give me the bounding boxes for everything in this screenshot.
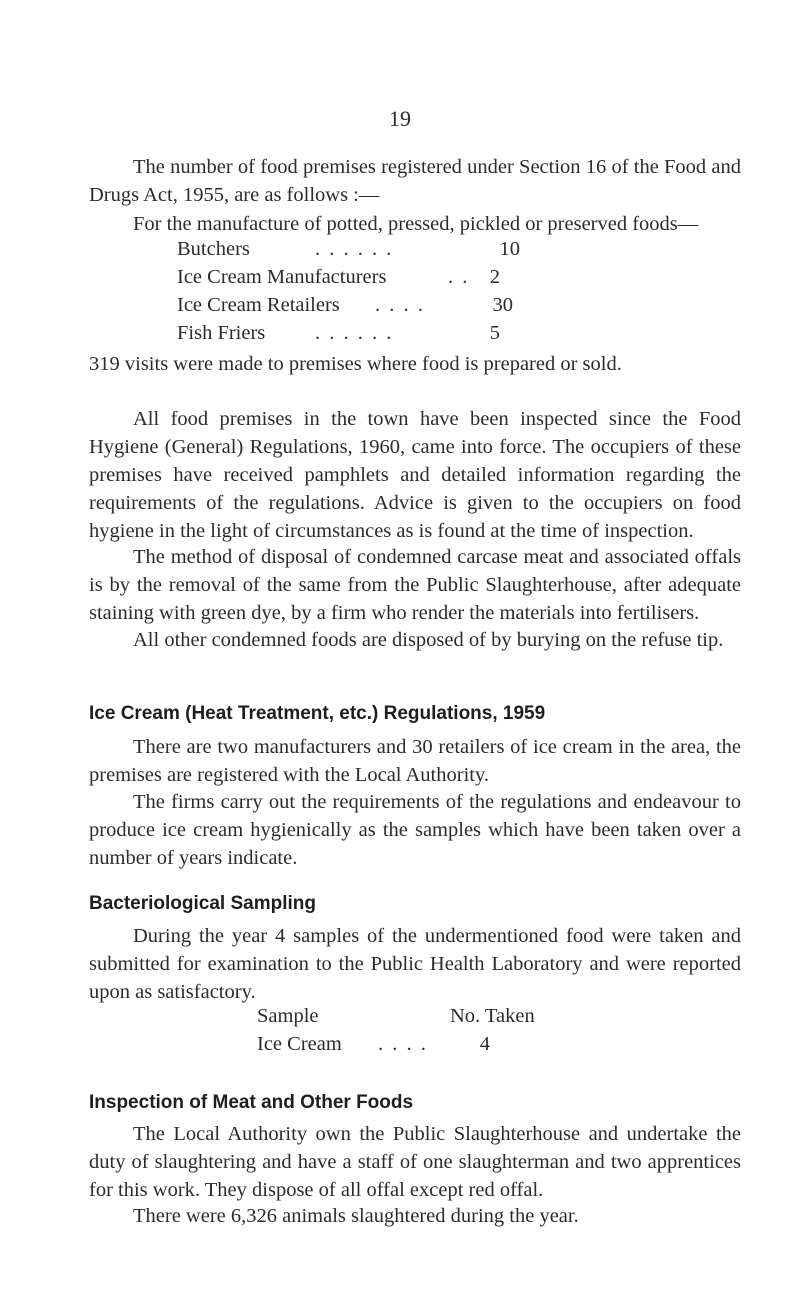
list-item xyxy=(0,294,800,322)
meat-inspection-heading: Inspection of Meat and Other Foods xyxy=(89,1092,414,1113)
table-cell-dots: . . . . xyxy=(378,1033,428,1055)
list-item-dots: . . . . . . xyxy=(315,322,394,344)
ice-cream-paragraph-1: There are two manufacturers and 30 retailers of ice cream in the area, the premises are registered with the Local Authority. xyxy=(89,736,741,786)
list-item-label: Ice Cream Retailers xyxy=(177,294,340,316)
visits-paragraph: 319 visits were made to premises where food is prepared or sold. xyxy=(89,353,622,375)
list-item-value: 2 xyxy=(489,266,500,288)
list-item-label: Ice Cream Manufacturers xyxy=(177,266,387,288)
list-item-value: 10 xyxy=(499,238,520,260)
list-item-dots: . . . . xyxy=(375,294,425,316)
list-item-dots: . . xyxy=(448,266,470,288)
disposal-paragraph: The method of disposal of condemned carcase meat and associated offals is by the removal of the same from the Public Slaughterhouse, after adequate staining with green dye, by a firm who render the materials into fertilisers. xyxy=(89,546,741,624)
list-item-label: Butchers xyxy=(177,238,250,260)
intro-paragraph: The number of food premises registered under Section 16 of the Food and Drugs Act, 1955, are as follows :— xyxy=(89,156,741,206)
hygiene-paragraph: All food premises in the town have been inspected since the Food Hygiene (General) Regulations, 1960, came into force. The occupiers of these premises have received pamphlets and detailed information regarding the requirements of the regulations. Advice is given to the occupiers on food hygiene in the light of circumstances as is found at the time of inspection. xyxy=(89,408,741,542)
meat-paragraph-1: The Local Authority own the Public Slaughterhouse and undertake the duty of slaughtering and have a staff of one slaughterman and two apprentices for this work. They dispose of all offal except red offal. xyxy=(89,1123,741,1201)
meat-paragraph-2: There were 6,326 animals slaughtered during the year. xyxy=(133,1205,579,1227)
list-item-value: 5 xyxy=(489,322,500,344)
bacteriological-heading: Bacteriological Sampling xyxy=(89,893,316,914)
table-cell-taken: 4 xyxy=(479,1033,490,1055)
ice-cream-paragraph-2: The firms carry out the requirements of the regulations and endeavour to produce ice cream hygienically as the samples which have been taken over a number of years indicate. xyxy=(89,791,741,869)
column-header-taken: No. Taken xyxy=(450,1005,535,1027)
list-item-dots: . . . . . . xyxy=(315,238,394,260)
other-foods-paragraph: All other condemned foods are disposed of by burying on the refuse tip. xyxy=(133,629,724,651)
list-item xyxy=(0,266,800,294)
table-cell-sample: Ice Cream xyxy=(257,1033,342,1055)
table-row xyxy=(0,1033,800,1061)
list-item xyxy=(0,238,800,266)
list-item-value: 30 xyxy=(492,294,513,316)
ice-cream-heading: Ice Cream (Heat Treatment, etc.) Regulations, 1959 xyxy=(89,703,546,724)
bacteriological-paragraph: During the year 4 samples of the undermentioned food were taken and submitted for examination to the Public Health Laboratory and were reported upon as satisfactory. xyxy=(89,925,741,1003)
column-header-sample: Sample xyxy=(257,1005,319,1027)
page-number: 19 xyxy=(389,106,411,131)
manufacture-heading: For the manufacture of potted, pressed, pickled or preserved foods— xyxy=(133,213,699,235)
list-item-label: Fish Friers xyxy=(177,322,266,344)
list-item xyxy=(0,322,800,350)
